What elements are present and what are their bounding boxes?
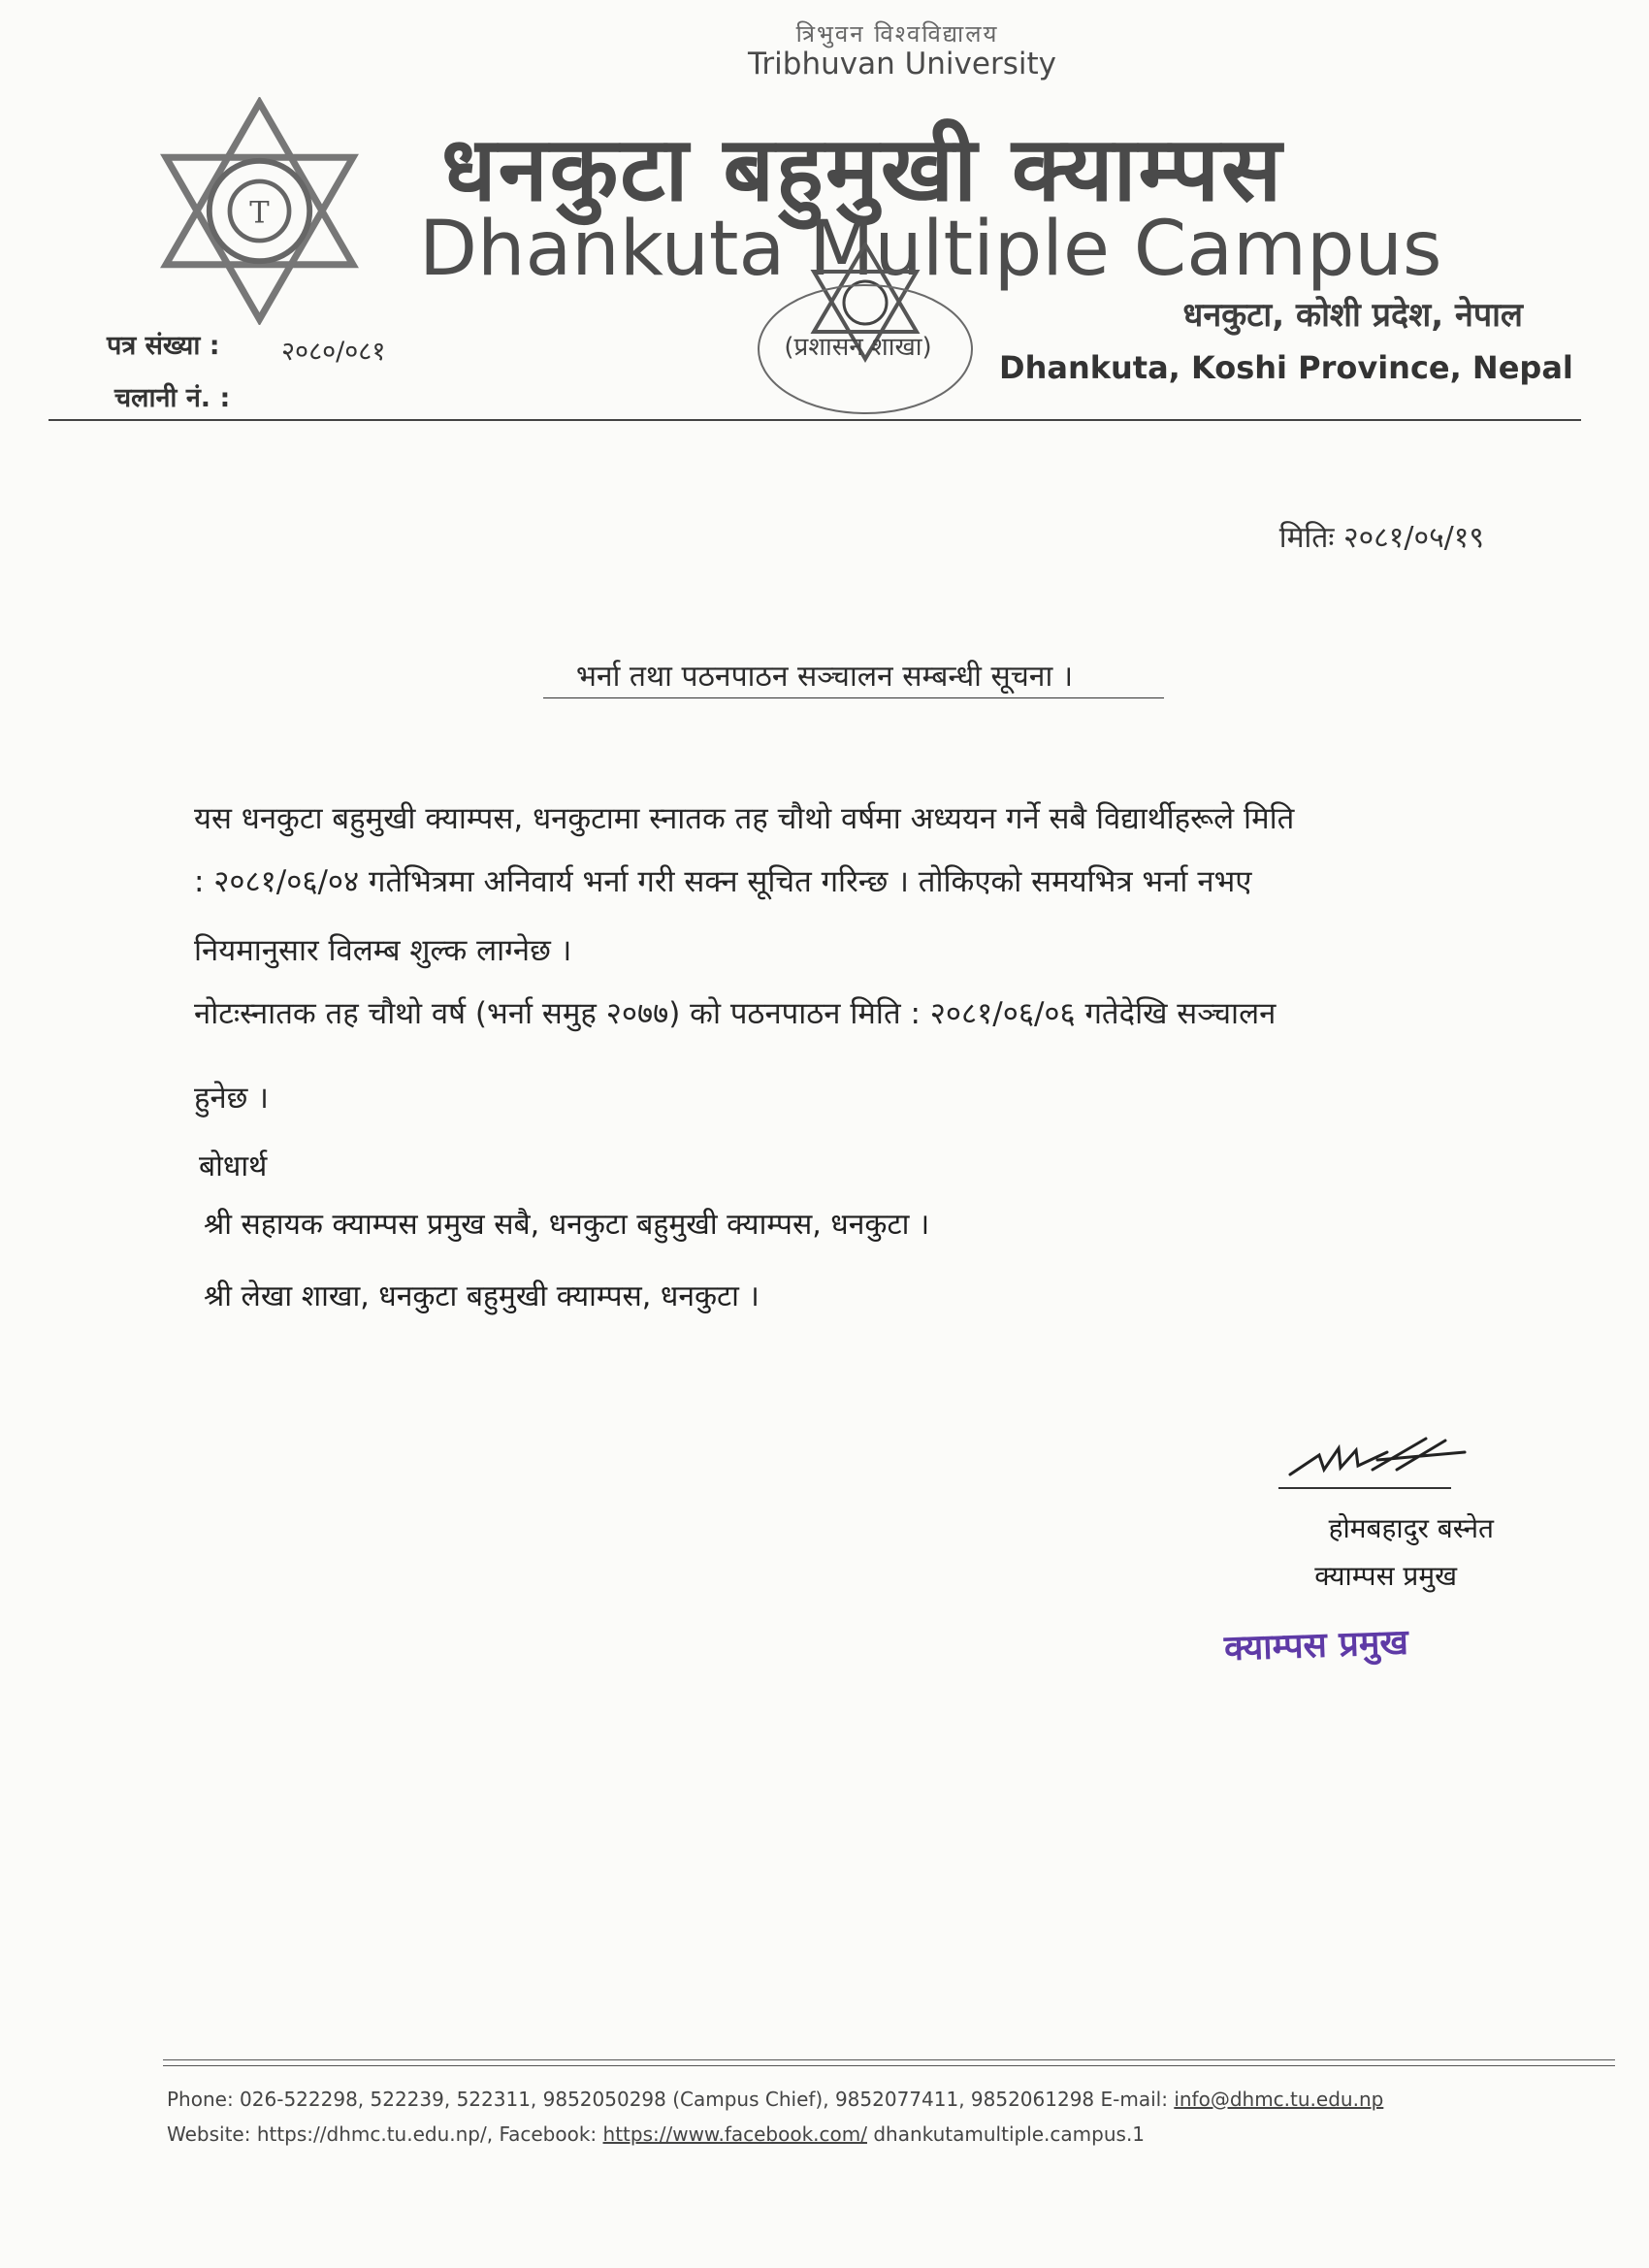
footer-web-line (167, 2122, 1145, 2146)
university-name-nepali: त्रिभुवन विश्वविद्यालय (795, 20, 999, 48)
notice-subject: भर्ना तथा पठनपाठन सञ्चालन सम्बन्धी सूचना । (575, 660, 1074, 694)
university-name-english: Tribhuvan University (748, 47, 1056, 81)
cc-recipient: श्री लेखा शाखा, धनकुटा बहुमुखी क्याम्पस, धनकुटा । (204, 1280, 760, 1313)
note-paragraph-line: नोटःस्नातक तह चौथो वर्ष (भर्ना समुह २०७७) को पठनपाठन मिति : २०८१/०६/०६ गतेदेखि सञ्चालन (194, 996, 1277, 1031)
handwritten-signature-icon (1280, 1431, 1474, 1489)
cc-recipient: श्री सहायक क्याम्पस प्रमुख सबै, धनकुटा बहुमुखी क्याम्पस, धनकुटा । (204, 1208, 930, 1242)
footer-phone-text: Phone: 026-522298, 522239, 522311, 9852050298 (Campus Chief), 9852077411, 9852061298 E-mail: (167, 2088, 1175, 2111)
footer-divider (163, 2059, 1615, 2060)
cc-label: बोधार्थ (199, 1150, 268, 1183)
notice-paragraph-line: : २०८१/०६/०४ गतेभित्रमा अनिवार्य भर्ना गरी सक्न सूचित गरिन्छ । तोकिएको समयभित्र भर्ना नभए (194, 864, 1252, 899)
notice-date: मितिः २०८१/०५/१९ (1278, 521, 1484, 555)
letter-number-value: २०८०/०८१ (281, 337, 386, 367)
footer-divider (163, 2065, 1615, 2066)
dispatch-number-label: चलानी नं. : (114, 383, 231, 413)
subject-underline (543, 697, 1164, 698)
seal-label: (प्रशासन शाखा) (784, 333, 932, 362)
footer-website-text: Website: https://dhmc.tu.edu.np/, Facebook: (167, 2122, 603, 2146)
note-paragraph-line: हुनेछ । (194, 1081, 269, 1116)
campus-name-english: Dhankuta Multiple Campus (419, 206, 1442, 293)
signer-name: होमबहादुर बस्नेत (1328, 1512, 1494, 1544)
footer-email-link[interactable]: info@dhmc.tu.edu.np (1174, 2088, 1384, 2111)
signer-title: क्याम्पस प्रमुख (1314, 1560, 1457, 1592)
footer-facebook-link[interactable]: https://www.facebook.com/ (602, 2122, 867, 2146)
campus-name-nepali: धनकुटा बहुमुखी क्याम्पस (441, 117, 1284, 221)
campus-address-nepali: धनकुटा, कोशी प्रदेश, नेपाल (1182, 296, 1523, 335)
notice-paragraph-line: यस धनकुटा बहुमुखी क्याम्पस, धनकुटामा स्नातक तह चौथो वर्षमा अध्ययन गर्ने सबै विद्यार्थीहरूले मिति (194, 801, 1295, 836)
office-stamp: क्याम्पस प्रमुख (1223, 1622, 1409, 1669)
footer-facebook-handle: dhankutamultiple.campus.1 (866, 2122, 1146, 2146)
notice-paragraph-line: नियमानुसार विलम्ब शुल्क लाग्नेछ । (194, 933, 572, 968)
letter-number-label: पत्र संख्या : (107, 331, 220, 361)
svg-text:T: T (249, 196, 270, 231)
header-divider (48, 419, 1581, 421)
tribhuvan-university-logo-icon (146, 97, 373, 325)
campus-address-english: Dhankuta, Koshi Province, Nepal (999, 349, 1573, 386)
signature-line (1278, 1487, 1451, 1489)
footer-contact-line (167, 2088, 1383, 2111)
